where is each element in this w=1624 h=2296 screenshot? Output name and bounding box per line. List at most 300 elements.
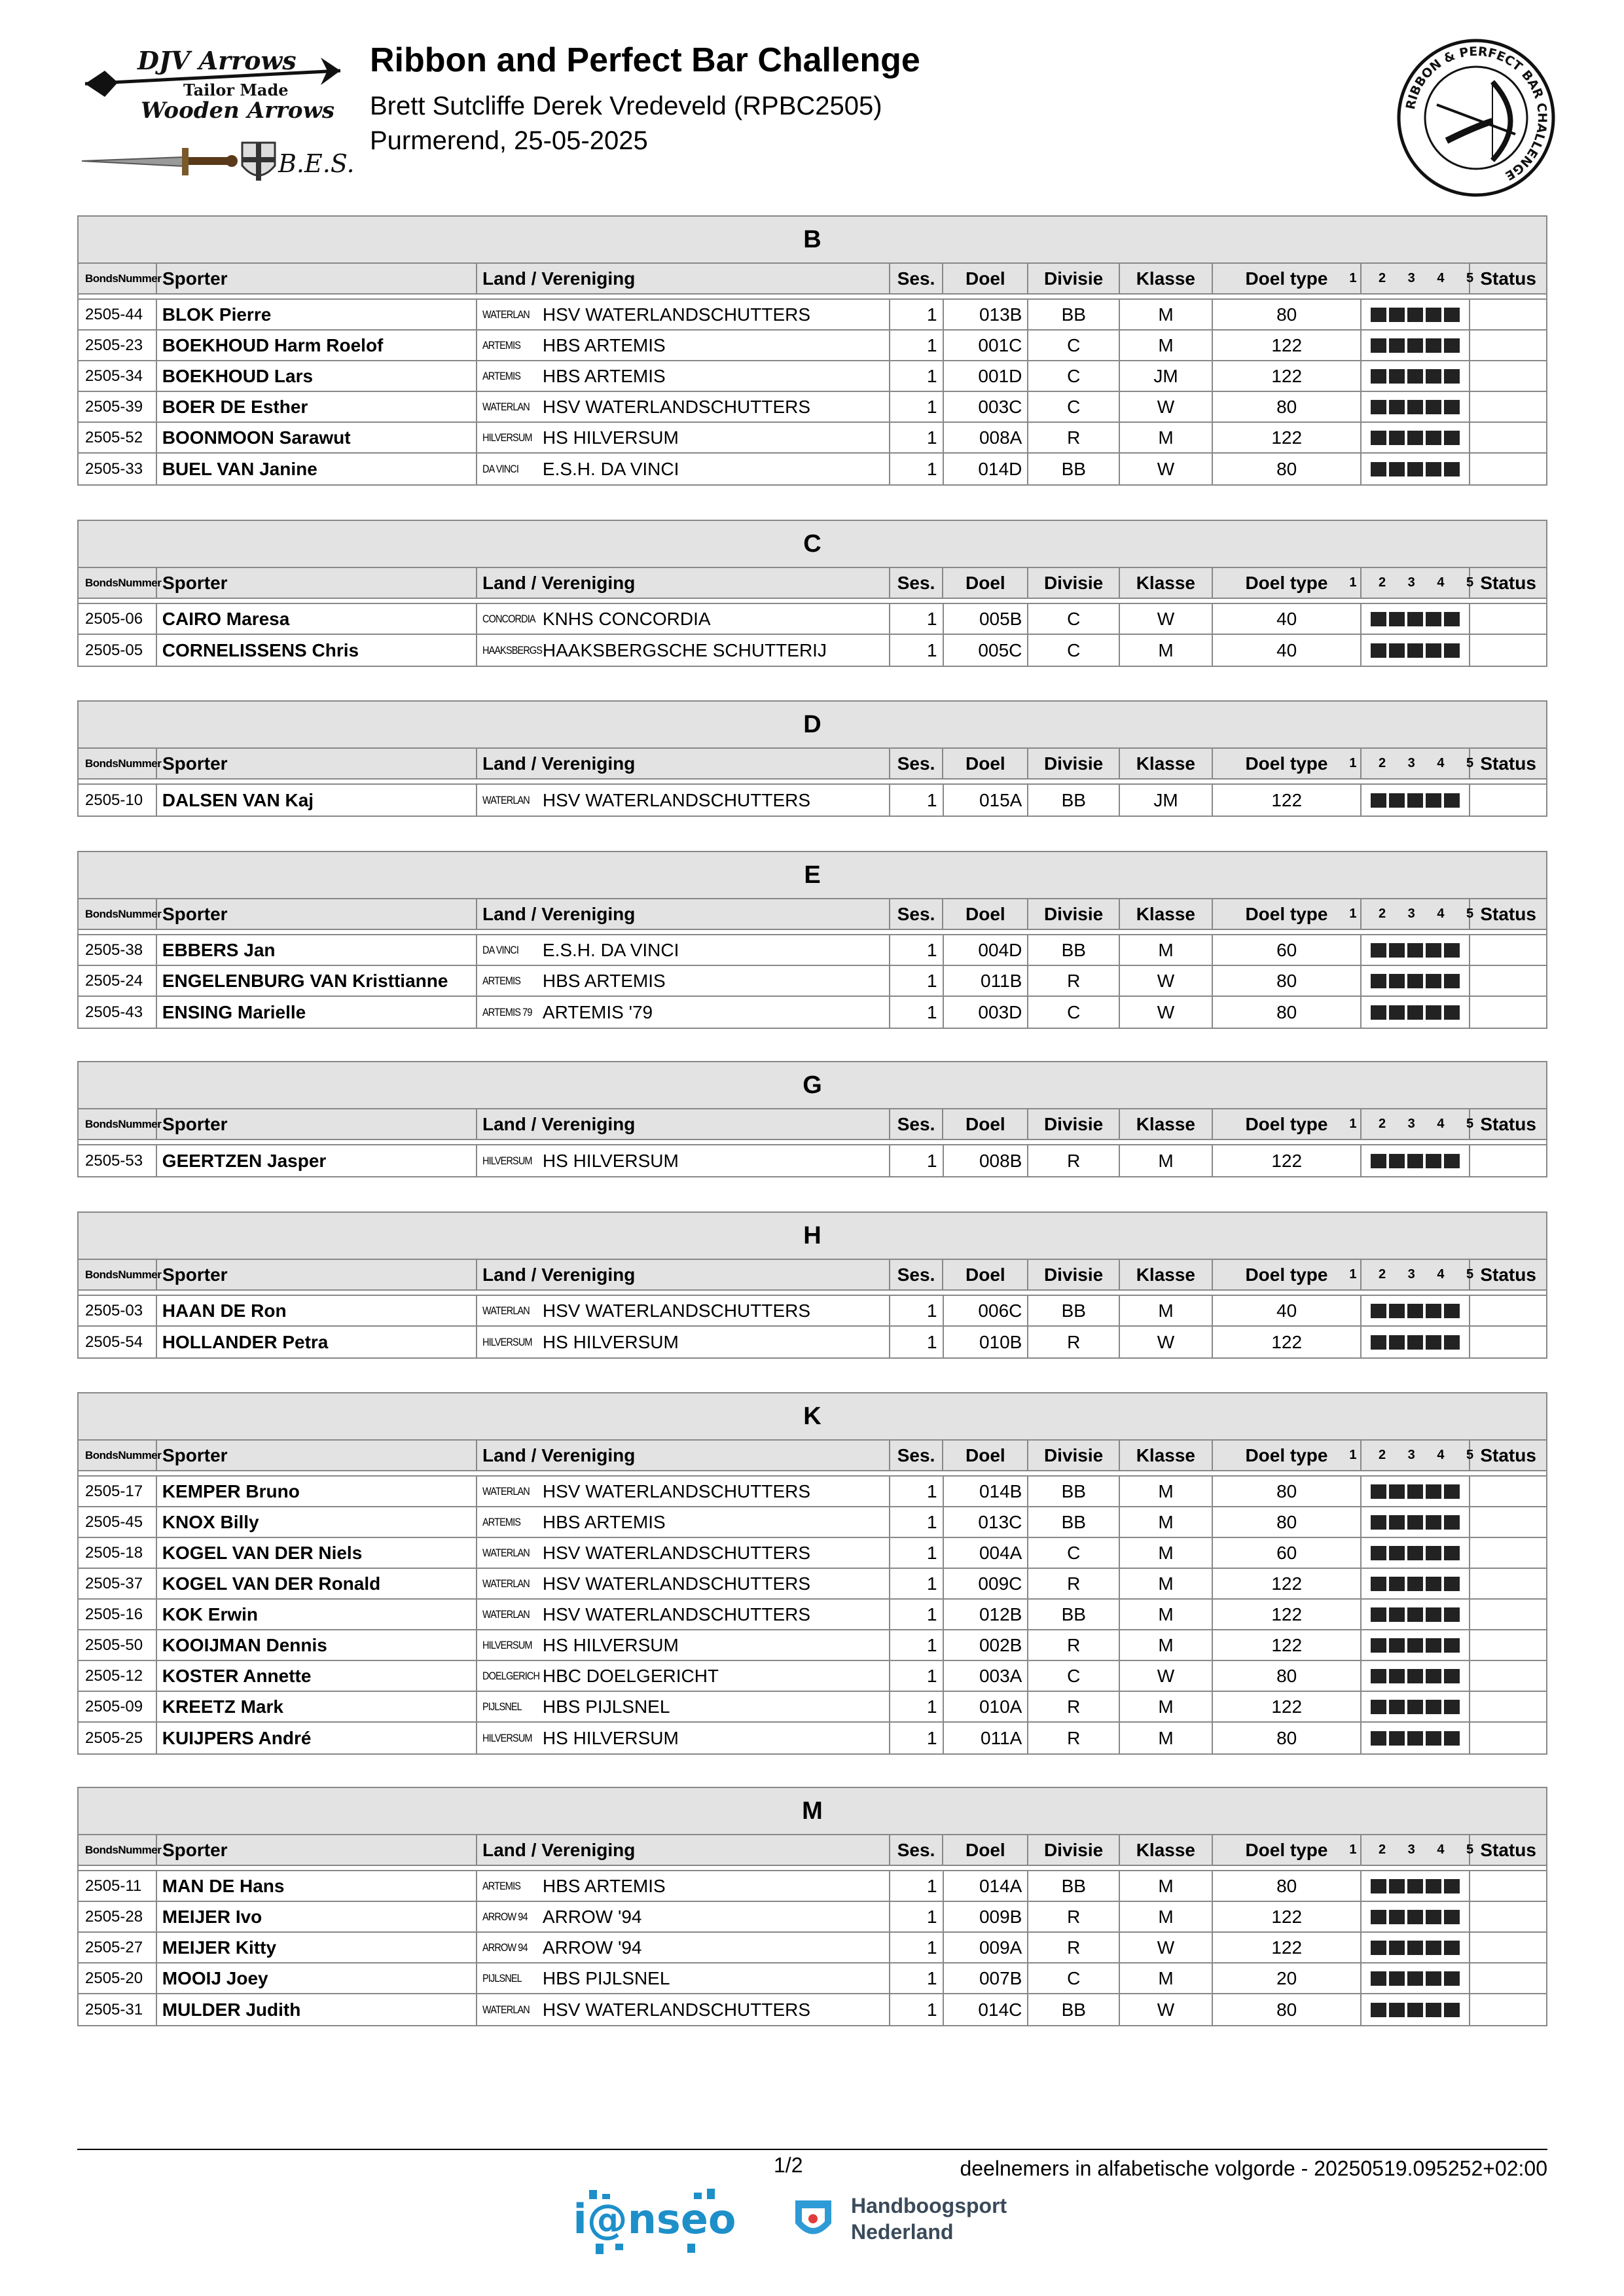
cell-doel: 005B — [944, 604, 1029, 634]
club-abbreviation: CONCORDIA — [482, 612, 535, 625]
col-klasse: Klasse — [1120, 1109, 1213, 1139]
cell-doel: 005C — [944, 635, 1029, 666]
club-abbreviation: ARROW 94 — [482, 1910, 528, 1923]
cell-land-vereniging — [477, 1569, 890, 1598]
cell-sessions — [1362, 1723, 1470, 1753]
cell-sporter: HAAN DE Ron — [157, 1296, 477, 1325]
cell-doel: 014A — [944, 1871, 1029, 1901]
session-square — [1371, 1005, 1386, 1020]
session-squares — [1371, 369, 1460, 384]
cell-divisie: R — [1028, 1692, 1120, 1721]
col-sessions: 1 2 3 4 5 — [1362, 1441, 1470, 1470]
cell-bondsnummer: 2505-09 — [79, 1692, 157, 1721]
cell-klasse: M — [1120, 1569, 1213, 1598]
session-square — [1444, 1731, 1460, 1746]
cell-land-vereniging — [477, 1507, 890, 1537]
cell-land-vereniging — [477, 1296, 890, 1325]
cell-klasse: W — [1120, 1661, 1213, 1691]
logo-right-ring-text: RIBBON & PERFECT BAR CHALLENGE — [1403, 44, 1550, 183]
col-doel: Doel — [943, 1835, 1028, 1865]
page-title: Ribbon and Perfect Bar Challenge — [370, 41, 920, 79]
session-square — [1371, 1638, 1386, 1653]
cell-doel-type: 20 — [1213, 1964, 1362, 1993]
session-square — [1389, 943, 1405, 958]
cell-sporter: EBBERS Jan — [157, 935, 477, 965]
cell-sporter: MULDER Judith — [157, 1994, 477, 2025]
hbn-line2: Nederland — [851, 2220, 954, 2244]
club-abbreviation: HILVERSUM — [482, 1731, 532, 1744]
cell-land-vereniging — [477, 300, 890, 329]
cell-status — [1470, 1661, 1546, 1691]
col-doel: Doel — [943, 264, 1028, 293]
session-squares — [1371, 308, 1460, 322]
club-name: HBS PIJLSNEL — [542, 1967, 670, 1988]
cell-sessions — [1362, 1538, 1470, 1568]
cell-sporter: KOSTER Annette — [157, 1661, 477, 1691]
session-square — [1426, 1304, 1441, 1318]
session-square — [1389, 1941, 1405, 1955]
session-square — [1389, 1669, 1405, 1683]
cell-ses: 1 — [890, 1964, 944, 1993]
cell-doel-type: 80 — [1213, 1661, 1362, 1691]
cell-sessions — [1362, 785, 1470, 816]
club-name: HSV WATERLANDSCHUTTERS — [542, 1300, 811, 1321]
col-sessions: 1 2 3 4 5 — [1362, 749, 1470, 778]
table-row — [79, 392, 1546, 423]
cell-divisie: R — [1028, 1902, 1120, 1931]
header-spacer — [79, 780, 1546, 785]
club-abbreviation: HAAKSBERGS — [482, 643, 542, 656]
club-abbreviation: WATERLAN — [482, 2003, 530, 2016]
column-header-row — [79, 1441, 1546, 1471]
cell-status — [1470, 1327, 1546, 1357]
cell-doel-type: 80 — [1213, 454, 1362, 484]
cell-klasse: M — [1120, 300, 1213, 329]
session-square — [1444, 643, 1460, 658]
cell-status — [1470, 1538, 1546, 1568]
session-square — [1426, 1546, 1441, 1560]
club-name: HS HILVERSUM — [542, 1634, 679, 1655]
cell-land-vereniging — [477, 1871, 890, 1901]
club-abbreviation: DA VINCI — [482, 943, 518, 956]
cell-divisie: R — [1028, 1327, 1120, 1357]
col-status: Status — [1480, 903, 1536, 924]
cell-status — [1470, 1723, 1546, 1753]
club-abbreviation: WATERLAN — [482, 1546, 530, 1559]
club-abbreviation: WATERLAN — [482, 1304, 530, 1317]
session-square — [1407, 1971, 1423, 1986]
cell-ses: 1 — [890, 423, 944, 452]
table-row — [79, 361, 1546, 392]
cell-bondsnummer: 2505-28 — [79, 1902, 157, 1931]
club-name: ARROW '94 — [542, 1937, 642, 1958]
session-squares — [1371, 1005, 1460, 1020]
col-divisie: Divisie — [1028, 749, 1120, 778]
cell-divisie: BB — [1028, 1994, 1120, 2025]
club-abbreviation: ARTEMIS 79 — [482, 1005, 532, 1018]
logo-line2: Tailor Made — [183, 81, 289, 99]
session-square — [1407, 1638, 1423, 1653]
cell-sessions — [1362, 604, 1470, 634]
header-spacer — [79, 1471, 1546, 1477]
cell-doel: 009B — [944, 1902, 1029, 1931]
col-klasse: Klasse — [1120, 1441, 1213, 1470]
cell-bondsnummer: 2505-43 — [79, 997, 157, 1028]
col-klasse: Klasse — [1120, 568, 1213, 598]
cell-land-vereniging — [477, 1692, 890, 1721]
col-doel-type: Doel type — [1213, 264, 1362, 293]
footer-divider — [77, 2149, 1547, 2150]
cell-doel: 003A — [944, 1661, 1029, 1691]
club-abbreviation: PIJLSNEL — [482, 1700, 522, 1713]
club-name: HSV WATERLANDSCHUTTERS — [542, 396, 811, 417]
cell-klasse: W — [1120, 454, 1213, 484]
cell-bondsnummer: 2505-20 — [79, 1964, 157, 1993]
cell-bondsnummer: 2505-25 — [79, 1723, 157, 1753]
col-doel-type: Doel type — [1213, 749, 1362, 778]
cell-status — [1470, 1569, 1546, 1598]
cell-divisie: R — [1028, 1933, 1120, 1962]
col-bondsnummer: BondsNummer — [79, 749, 157, 778]
session-square — [1426, 943, 1441, 958]
col-doel: Doel — [943, 568, 1028, 598]
cell-bondsnummer: 2505-54 — [79, 1327, 157, 1357]
session-square — [1426, 400, 1441, 414]
cell-klasse: W — [1120, 1933, 1213, 1962]
col-bondsnummer: BondsNummer — [79, 264, 157, 293]
cell-klasse: W — [1120, 1994, 1213, 2025]
session-squares — [1371, 1731, 1460, 1746]
cell-divisie: C — [1028, 1964, 1120, 1993]
table-row — [79, 1871, 1546, 1902]
cell-doel: 014D — [944, 454, 1029, 484]
cell-doel-type: 122 — [1213, 1569, 1362, 1598]
session-square — [1444, 462, 1460, 476]
session-square — [1407, 1546, 1423, 1560]
cell-bondsnummer: 2505-50 — [79, 1630, 157, 1660]
footer-note: deelnemers in alfabetische volgorde - 20250519.095252+02:00 — [960, 2157, 1547, 2180]
cell-klasse: M — [1120, 635, 1213, 666]
club-name: HS HILVERSUM — [542, 1727, 679, 1748]
cell-sporter: DALSEN VAN Kaj — [157, 785, 477, 816]
col-ses: Ses. — [890, 1441, 944, 1470]
cell-ses: 1 — [890, 300, 944, 329]
group-letter: H — [79, 1213, 1546, 1260]
club-name: ARROW '94 — [542, 1906, 642, 1927]
cell-ses: 1 — [890, 1327, 944, 1357]
cell-doel-type: 122 — [1213, 423, 1362, 452]
cell-klasse: M — [1120, 1477, 1213, 1506]
cell-doel: 009A — [944, 1933, 1029, 1962]
session-square — [1371, 400, 1386, 414]
logo-line4: B.E.S. — [278, 149, 355, 178]
cell-status — [1470, 300, 1546, 329]
cell-bondsnummer: 2505-06 — [79, 604, 157, 634]
cell-doel: 010A — [944, 1692, 1029, 1721]
cell-land-vereniging — [477, 1994, 890, 2025]
cell-sporter: BOER DE Esther — [157, 392, 477, 422]
col-bondsnummer: BondsNummer — [79, 1260, 157, 1289]
group-table-k — [77, 1392, 1547, 1755]
session-square — [1371, 1731, 1386, 1746]
cell-sessions — [1362, 361, 1470, 391]
cell-doel-type: 80 — [1213, 300, 1362, 329]
col-sporter: Sporter — [157, 1109, 477, 1139]
col-doel: Doel — [943, 1109, 1028, 1139]
session-square — [1426, 1971, 1441, 1986]
session-square — [1389, 1335, 1405, 1350]
session-squares — [1371, 431, 1460, 445]
cell-ses: 1 — [890, 1902, 944, 1931]
cell-klasse: M — [1120, 1871, 1213, 1901]
cell-status — [1470, 1933, 1546, 1962]
cell-land-vereniging — [477, 935, 890, 965]
cell-sessions — [1362, 1327, 1470, 1357]
club-abbreviation: ARTEMIS — [482, 1515, 520, 1528]
ianseo-logo — [573, 2186, 736, 2258]
cell-doel: 013B — [944, 300, 1029, 329]
session-squares — [1371, 338, 1460, 353]
cell-status — [1470, 785, 1546, 816]
club-name: HBS ARTEMIS — [542, 1875, 666, 1896]
table-row — [79, 635, 1546, 666]
group-letter: D — [79, 702, 1546, 749]
col-sporter: Sporter — [157, 1260, 477, 1289]
table-row — [79, 1933, 1546, 1964]
club-name: HBS PIJLSNEL — [542, 1696, 670, 1717]
session-square — [1389, 400, 1405, 414]
cell-bondsnummer: 2505-27 — [79, 1933, 157, 1962]
header-spacer — [79, 1140, 1546, 1145]
cell-doel-type: 80 — [1213, 1477, 1362, 1506]
cell-ses: 1 — [890, 1296, 944, 1325]
cell-status — [1470, 1692, 1546, 1721]
col-bondsnummer: BondsNummer — [79, 899, 157, 929]
cell-doel: 011A — [944, 1723, 1029, 1753]
table-row — [79, 1507, 1546, 1538]
club-name: E.S.H. DA VINCI — [542, 939, 679, 960]
session-squares — [1371, 1515, 1460, 1530]
cell-sessions — [1362, 300, 1470, 329]
session-squares — [1371, 1484, 1460, 1499]
session-square — [1407, 338, 1423, 353]
cell-doel-type: 80 — [1213, 392, 1362, 422]
table-row — [79, 1661, 1546, 1692]
cell-status — [1470, 1994, 1546, 2025]
cell-divisie: C — [1028, 392, 1120, 422]
header-spacer — [79, 1291, 1546, 1296]
cell-sporter: ENGELENBURG VAN Kristtianne — [157, 966, 477, 996]
session-square — [1444, 793, 1460, 808]
cell-land-vereniging — [477, 1933, 890, 1962]
session-squares — [1371, 1304, 1460, 1318]
col-land-vereniging: Land / Vereniging — [477, 1835, 890, 1865]
table-row — [79, 1538, 1546, 1569]
col-klasse: Klasse — [1120, 749, 1213, 778]
cell-divisie: R — [1028, 966, 1120, 996]
session-square — [1444, 1577, 1460, 1591]
cell-divisie: BB — [1028, 935, 1120, 965]
cell-land-vereniging — [477, 635, 890, 666]
session-square — [1371, 1700, 1386, 1714]
cell-sporter: KEMPER Bruno — [157, 1477, 477, 1506]
cell-ses: 1 — [890, 1507, 944, 1537]
col-status: Status — [1480, 1264, 1536, 1285]
cell-klasse: W — [1120, 966, 1213, 996]
club-name: HBC DOELGERICHT — [542, 1665, 719, 1686]
session-square — [1371, 338, 1386, 353]
session-square — [1407, 431, 1423, 445]
cell-doel-type: 60 — [1213, 1538, 1362, 1568]
club-abbreviation: WATERLAN — [482, 1607, 530, 1621]
club-abbreviation: ARTEMIS — [482, 974, 520, 987]
session-square — [1426, 1484, 1441, 1499]
cell-sessions — [1362, 1871, 1470, 1901]
session-square — [1389, 974, 1405, 988]
cell-doel: 010B — [944, 1327, 1029, 1357]
cell-sessions — [1362, 935, 1470, 965]
col-divisie: Divisie — [1028, 899, 1120, 929]
cell-klasse: M — [1120, 1538, 1213, 1568]
cell-bondsnummer: 2505-03 — [79, 1296, 157, 1325]
session-square — [1389, 612, 1405, 626]
session-square — [1407, 643, 1423, 658]
session-square — [1444, 1607, 1460, 1622]
session-square — [1426, 1335, 1441, 1350]
cell-ses: 1 — [890, 1661, 944, 1691]
club-abbreviation: ARTEMIS — [482, 338, 520, 351]
session-square — [1407, 1941, 1423, 1955]
cell-doel: 015A — [944, 785, 1029, 816]
session-squares — [1371, 943, 1460, 958]
session-square — [1407, 1515, 1423, 1530]
session-square — [1371, 1154, 1386, 1168]
col-doel-type: Doel type — [1213, 1835, 1362, 1865]
session-squares — [1371, 1669, 1460, 1683]
cell-land-vereniging — [477, 331, 890, 360]
session-square — [1371, 2003, 1386, 2017]
cell-bondsnummer: 2505-38 — [79, 935, 157, 965]
cell-sessions — [1362, 1630, 1470, 1660]
cell-doel-type: 122 — [1213, 1933, 1362, 1962]
col-divisie: Divisie — [1028, 1835, 1120, 1865]
cell-klasse: M — [1120, 1145, 1213, 1176]
session-squares — [1371, 400, 1460, 414]
cell-divisie: BB — [1028, 300, 1120, 329]
col-land-vereniging: Land / Vereniging — [477, 1260, 890, 1289]
session-square — [1407, 1731, 1423, 1746]
cell-sessions — [1362, 1692, 1470, 1721]
cell-ses: 1 — [890, 1477, 944, 1506]
session-square — [1371, 1515, 1386, 1530]
session-square — [1389, 431, 1405, 445]
session-square — [1426, 1910, 1441, 1924]
session-square — [1407, 1577, 1423, 1591]
session-square — [1426, 308, 1441, 322]
club-name: HSV WATERLANDSCHUTTERS — [542, 304, 811, 325]
table-row — [79, 331, 1546, 361]
session-square — [1426, 1607, 1441, 1622]
club-name: HSV WATERLANDSCHUTTERS — [542, 1480, 811, 1501]
cell-status — [1470, 361, 1546, 391]
cell-doel-type: 40 — [1213, 1296, 1362, 1325]
table-row — [79, 1630, 1546, 1661]
col-ses: Ses. — [890, 899, 944, 929]
cell-ses: 1 — [890, 1145, 944, 1176]
cell-divisie: BB — [1028, 1871, 1120, 1901]
session-square — [1426, 1879, 1441, 1893]
group-table-m — [77, 1787, 1547, 2026]
session-square — [1389, 308, 1405, 322]
cell-sessions — [1362, 1933, 1470, 1962]
cell-land-vereniging — [477, 1964, 890, 1993]
cell-ses: 1 — [890, 1569, 944, 1598]
cell-klasse: M — [1120, 1630, 1213, 1660]
session-squares — [1371, 1607, 1460, 1622]
col-land-vereniging: Land / Vereniging — [477, 1109, 890, 1139]
session-square — [1371, 643, 1386, 658]
cell-ses: 1 — [890, 966, 944, 996]
cell-klasse: W — [1120, 997, 1213, 1028]
club-name: HSV WATERLANDSCHUTTERS — [542, 1573, 811, 1594]
cell-sporter: BLOK Pierre — [157, 300, 477, 329]
cell-doel-type: 40 — [1213, 635, 1362, 666]
cell-sessions — [1362, 635, 1470, 666]
cell-sessions — [1362, 1902, 1470, 1931]
session-square — [1444, 1546, 1460, 1560]
session-square — [1426, 612, 1441, 626]
club-abbreviation: WATERLAN — [482, 1577, 530, 1590]
cell-sporter: HOLLANDER Petra — [157, 1327, 477, 1357]
col-sporter: Sporter — [157, 749, 477, 778]
cell-divisie: R — [1028, 1569, 1120, 1598]
club-name: HBS ARTEMIS — [542, 365, 666, 386]
table-row — [79, 1145, 1546, 1176]
column-header-row — [79, 1260, 1546, 1291]
session-square — [1371, 1335, 1386, 1350]
cell-sessions — [1362, 1964, 1470, 1993]
table-row — [79, 604, 1546, 635]
col-sessions: 1 2 3 4 5 — [1362, 568, 1470, 598]
cell-status — [1470, 997, 1546, 1028]
cell-sessions — [1362, 1661, 1470, 1691]
hbn-line1: Handboogsport — [851, 2194, 1007, 2217]
cell-sessions — [1362, 1600, 1470, 1629]
cell-status — [1470, 1477, 1546, 1506]
col-doel: Doel — [943, 1441, 1028, 1470]
session-square — [1389, 1971, 1405, 1986]
session-square — [1444, 1941, 1460, 1955]
cell-land-vereniging — [477, 423, 890, 452]
session-squares — [1371, 1941, 1460, 1955]
session-square — [1389, 1910, 1405, 1924]
cell-doel-type: 80 — [1213, 1871, 1362, 1901]
header-spacer — [79, 295, 1546, 300]
cell-land-vereniging — [477, 1538, 890, 1568]
cell-land-vereniging — [477, 604, 890, 634]
ribbon-perfect-bar-logo — [1394, 36, 1558, 200]
session-square — [1444, 1879, 1460, 1893]
cell-ses: 1 — [890, 454, 944, 484]
col-land-vereniging: Land / Vereniging — [477, 749, 890, 778]
cell-divisie: C — [1028, 997, 1120, 1028]
club-name: HS HILVERSUM — [542, 1150, 679, 1171]
column-header-row — [79, 749, 1546, 780]
col-sporter: Sporter — [157, 1835, 477, 1865]
col-doel-type: Doel type — [1213, 1441, 1362, 1470]
session-square — [1371, 793, 1386, 808]
cell-status — [1470, 635, 1546, 666]
